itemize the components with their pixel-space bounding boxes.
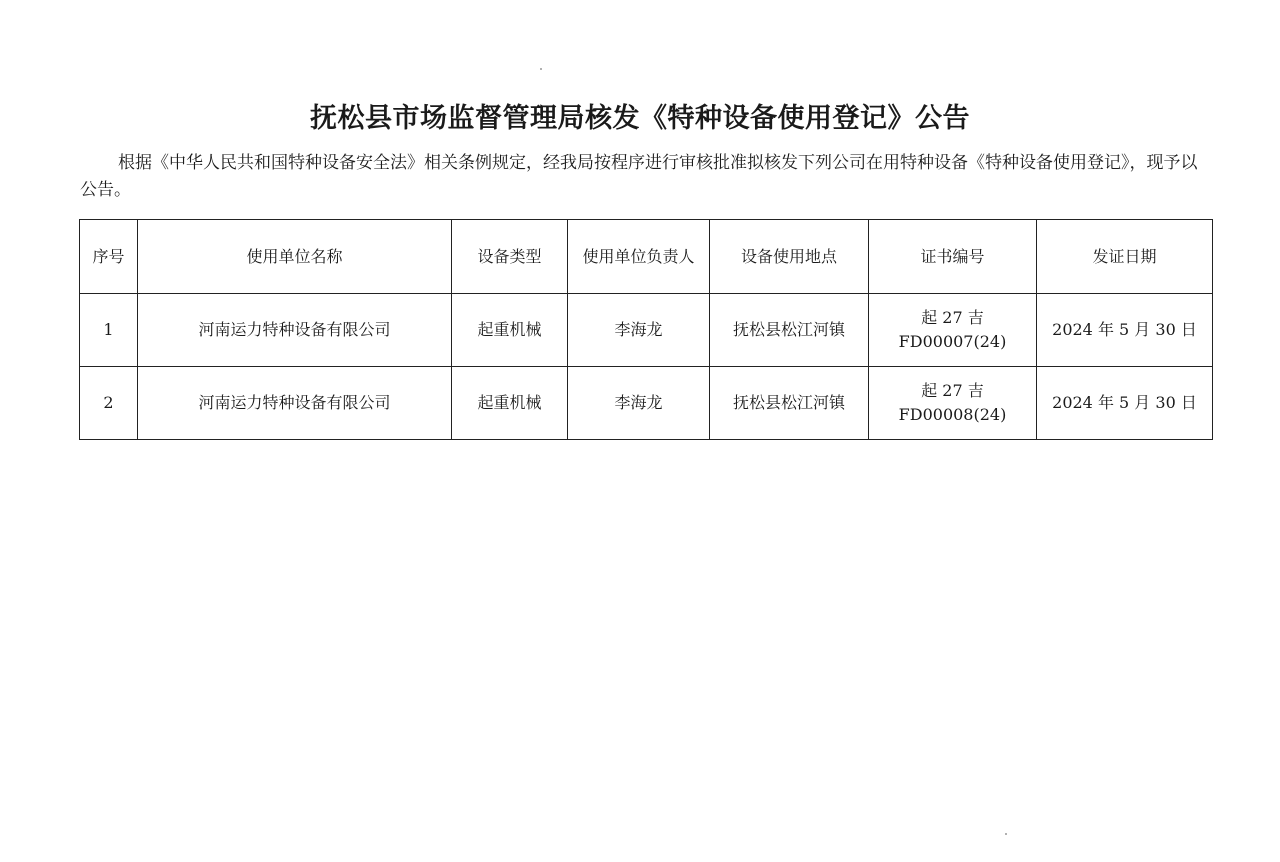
intro-paragraph: 根据《中华人民共和国特种设备安全法》相关条例规定，经我局按程序进行审核批准拟核发下列公司在用特种设备《特种设备使用登记》，现予以公告。 xyxy=(80,153,1198,200)
cell-index: 1 xyxy=(80,294,138,367)
table-header-row xyxy=(80,220,1213,294)
cell-unit-name: 河南运力特种设备有限公司 xyxy=(138,294,452,367)
header-location: 设备使用地点 xyxy=(710,220,869,294)
header-equipment-type: 设备类型 xyxy=(452,220,568,294)
cell-equipment-type: 起重机械 xyxy=(452,367,568,440)
cell-responsible-person: 李海龙 xyxy=(568,367,710,440)
cell-certificate-number: 起 27 吉 FD00008(24) xyxy=(869,367,1037,440)
page-title: 抚松县市场监督管理局核发《特种设备使用登记》公告 xyxy=(310,103,970,134)
cell-unit-name: 河南运力特种设备有限公司 xyxy=(138,367,452,440)
table-row xyxy=(80,294,1213,367)
header-index: 序号 xyxy=(80,220,138,294)
header-unit-name: 使用单位名称 xyxy=(138,220,452,294)
cell-responsible-person: 李海龙 xyxy=(568,294,710,367)
table-row xyxy=(80,367,1213,440)
header-certificate-number: 证书编号 xyxy=(869,220,1037,294)
cell-location: 抚松县松江河镇 xyxy=(710,367,869,440)
cell-certificate-number: 起 27 吉 FD00007(24) xyxy=(869,294,1037,367)
registration-table xyxy=(79,219,1213,440)
cell-issue-date: 2024 年 5 月 30 日 xyxy=(1037,294,1213,367)
header-responsible-person: 使用单位负责人 xyxy=(568,220,710,294)
cell-issue-date: 2024 年 5 月 30 日 xyxy=(1037,367,1213,440)
scan-speck xyxy=(1005,833,1007,835)
scan-speck xyxy=(540,68,542,70)
header-issue-date: 发证日期 xyxy=(1037,220,1213,294)
cell-location: 抚松县松江河镇 xyxy=(710,294,869,367)
cell-equipment-type: 起重机械 xyxy=(452,294,568,367)
cell-index: 2 xyxy=(80,367,138,440)
